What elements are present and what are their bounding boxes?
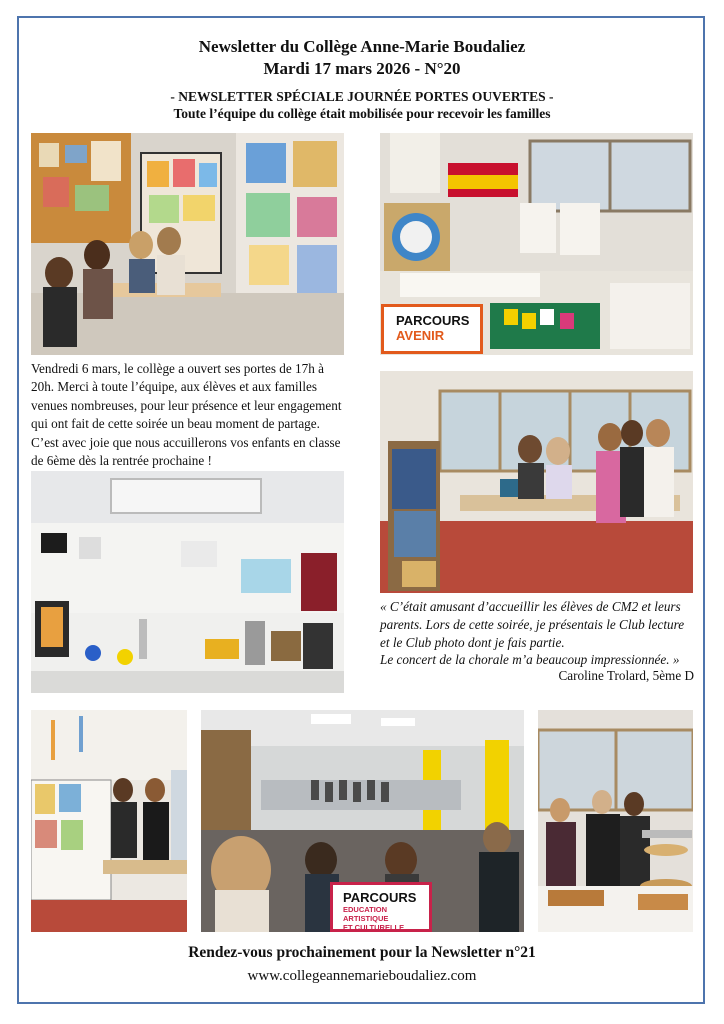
student-quote xyxy=(380,598,694,669)
photo-science-lab xyxy=(31,471,344,693)
badge-avenir-bottom: AVENIR xyxy=(396,328,445,343)
badge-avenir-top: PARCOURS xyxy=(396,313,470,328)
next-newsletter-note: Rendez-vous prochainement pour la Newsletter n°21 xyxy=(188,944,536,961)
intro-text xyxy=(31,360,349,470)
newsletter-title: Newsletter du Collège Anne-Marie Boudaliez xyxy=(198,37,526,56)
special-edition-heading: - NEWSLETTER SPÉCIALE JOURNÉE PORTES OUVERTES - xyxy=(170,89,554,104)
badge-artistique-line-1: EDUCATION ARTISTIQUE xyxy=(343,905,389,923)
photo-students-library xyxy=(31,133,344,355)
photo-staff-reception xyxy=(538,710,693,932)
intro-paragraph-1: Vendredi 6 mars, le collège a ouvert ses portes de 17h à 20h. Merci à toute l’équipe, aux élèves et aux familles venues nombreuses, pour leur présence et leur engagement qui ont fait de cette soirée un beau moment de partage. xyxy=(31,361,342,432)
quote-author: Caroline Trolard, 5ème D xyxy=(558,668,694,683)
quote-line-2: Le concert de la chorale m’a beaucoup impressionnée. » xyxy=(380,652,680,668)
badge-artistique-top: PARCOURS xyxy=(343,890,417,905)
photo-student-exhibit xyxy=(31,710,187,932)
badge-parcours-avenir xyxy=(381,304,483,354)
photo-library-club xyxy=(380,371,693,593)
intro-paragraph-2: C’est avec joie que nous accuillerons vos enfants en classe de 6ème dès la rentrée prochaine ! xyxy=(31,434,341,469)
newsletter-date: Mardi 17 mars 2026 - N°20 xyxy=(263,59,461,78)
badge-artistique-line-2: ET CULTURELLE xyxy=(343,923,405,932)
special-edition-subtitle: Toute l’équipe du collège était mobilisée pour recevoir les familles xyxy=(173,106,551,121)
quote-line-1: « C’était amusant d’accueillir les élèves de CM2 et leurs parents. Lors de cette soirée, je présentais le Club lecture et le Club photo dont je fais partie. xyxy=(380,599,685,650)
school-website[interactable]: www.collegeannemarieboudaliez.com xyxy=(247,968,477,984)
badge-parcours-artistique xyxy=(330,882,432,932)
